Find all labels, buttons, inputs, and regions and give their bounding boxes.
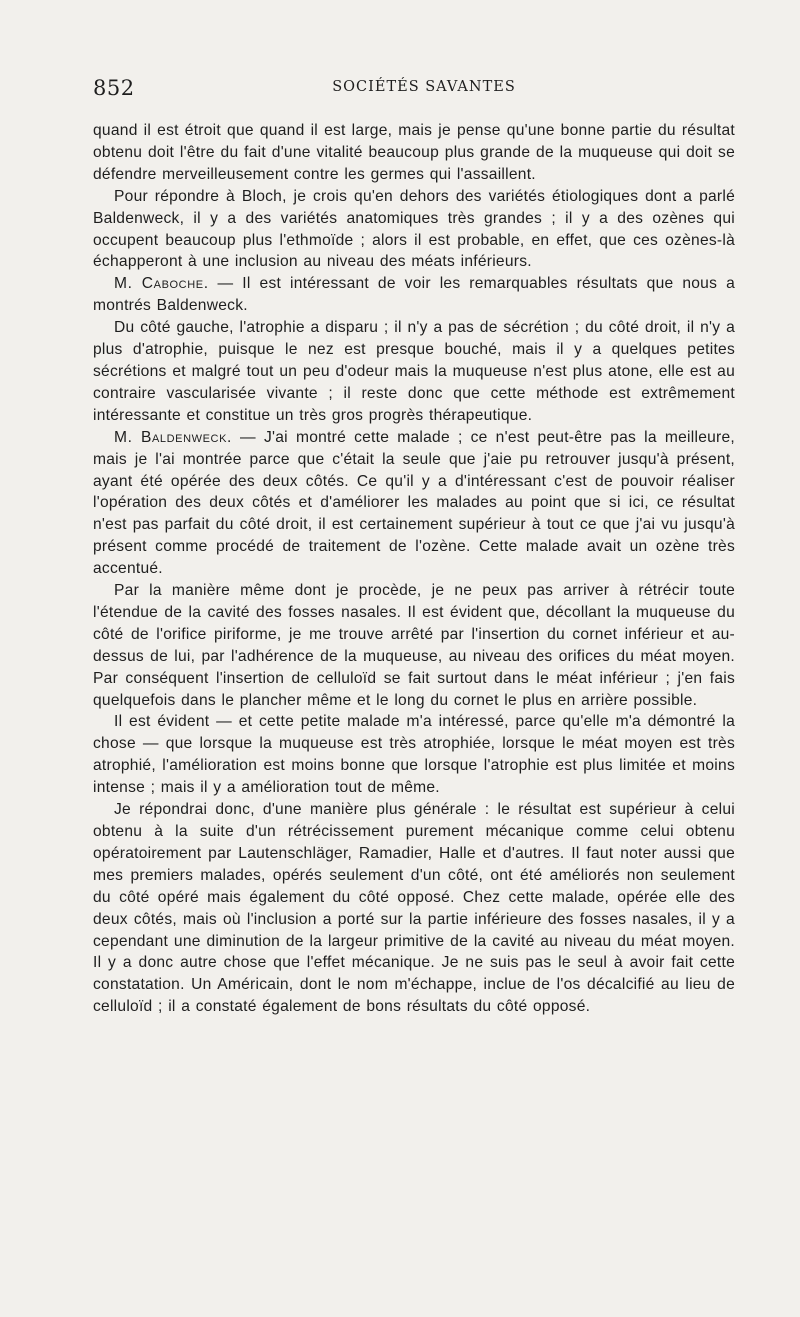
paragraph-text: — J'ai montré cette malade ; ce n'est peut-être pas la meilleure, mais je l'ai montrée parce que c'était la seule que j'aie pu retrouver jusqu'à présent, ayant été opérée des deux côtés. Ce qu'il y a d'intéressant c'est de pouvoir réaliser l'opération des deux côtés et d'améliorer les malades au point que si ici, ce résultat n'est pas parfait du côté droit, il est certainement supérieur à tout ce que j'ai vu jusqu'à présent comme procédé de traitement de l'ozène. Cette malade avait un ozène très accentué.	[93, 428, 735, 578]
page-number: 852	[93, 76, 135, 100]
paragraph	[93, 580, 735, 711]
paragraph	[93, 711, 735, 799]
paragraph	[93, 120, 735, 186]
paragraph	[93, 799, 735, 1018]
paragraph-text: quand il est étroit que quand il est large, mais je pense qu'une bonne partie du résultat obtenu doit l'être du fait d'une vitalité beaucoup plus grande de la muqueuse qui doit se défendre merveilleusement contre les germes qui l'assaillent.	[93, 122, 735, 183]
paragraph-text: Par la manière même dont je procède, je ne peux pas arriver à rétrécir toute l'étendue de la cavité des fosses nasales. Il est évident que, décollant la muqueuse du côté de l'orifice piriforme, je me trouve arrêté par l'insertion du cornet inférieur et au-dessus de lui, par l'adhérence de la muqueuse, au niveau des orifices du méat moyen. Par conséquent l'insertion de celluloïd se fait surtout dans le méat inférieur ; j'en fais quelquefois dans le plancher même et le long du cornet le plus en arrière possible.	[93, 582, 735, 709]
body-text	[93, 120, 735, 1018]
paragraph	[93, 427, 735, 580]
paragraph-text: — Il est intéressant de voir les remarquables résultats que nous a montrés Baldenweck.	[93, 275, 735, 315]
paragraph-text: Il est évident — et cette petite malade m'a intéressé, parce qu'elle m'a démontré la chose — que lorsque la muqueuse est très atrophiée, lorsque le méat moyen est très atrophié, l'amélioration est moins bonne que lorsque l'atrophie est plus limitée et moins intense ; mais il y a amélioration tout de même.	[93, 713, 735, 797]
speaker-name: M. Caboche.	[114, 275, 209, 293]
speaker-name: M. Baldenweck.	[114, 428, 232, 446]
paragraph	[93, 273, 735, 317]
paragraph	[93, 317, 735, 427]
paragraph-text: Pour répondre à Bloch, je crois qu'en dehors des variétés étiologiques dont a parlé Baldenweck, il y a des variétés anatomiques très grandes ; il y a des ozènes qui occupent beaucoup plus l'ethmoïde ; alors il est probable, en effet, que ces ozènes-là échapperont à une inclusion au niveau des méats inférieurs.	[93, 187, 735, 271]
paragraph-text: Je répondrai donc, d'une manière plus générale : le résultat est supérieur à celui obtenu à la suite d'un rétrécissement purement mécanique comme celui obtenu opératoirement par Lautenschläger, Ramadier, Halle et d'autres. Il faut noter aussi que mes premiers malades, opérés seulement d'un côté, ont été améliorés non seulement du côté opéré mais également du côté opposé. Chez cette malade, opérée elle des deux côtés, mais où l'inclusion a porté sur la partie inférieure des fosses nasales, il y a cependant une diminution de la largeur primitive de la cavité au niveau du méat moyen. Il y a donc autre chose que l'effet mécanique. Je ne suis pas le seul à avoir fait cette constatation. Un Américain, dont le nom m'échappe, inclue de l'os décalcifié au lieu de celluloïd ; il a constaté également de bons résultats du côté opposé.	[93, 801, 735, 1016]
paragraph	[93, 186, 735, 274]
running-title: SOCIÉTÉS SAVANTES	[332, 79, 516, 95]
paragraph-text: Du côté gauche, l'atrophie a disparu ; il n'y a pas de sécrétion ; du côté droit, il n'y a plus d'atrophie, puisque le nez est presque bouché, mais il y a quelques petites sécrétions et malgré tout un peu d'odeur mais la muqueuse n'est plus atone, elle est au contraire vascularisée vivante ; il reste donc que cette méthode est extrêmement intéressante et constitue un très gros progrès thérapeutique.	[93, 319, 735, 424]
page-header	[93, 76, 735, 102]
